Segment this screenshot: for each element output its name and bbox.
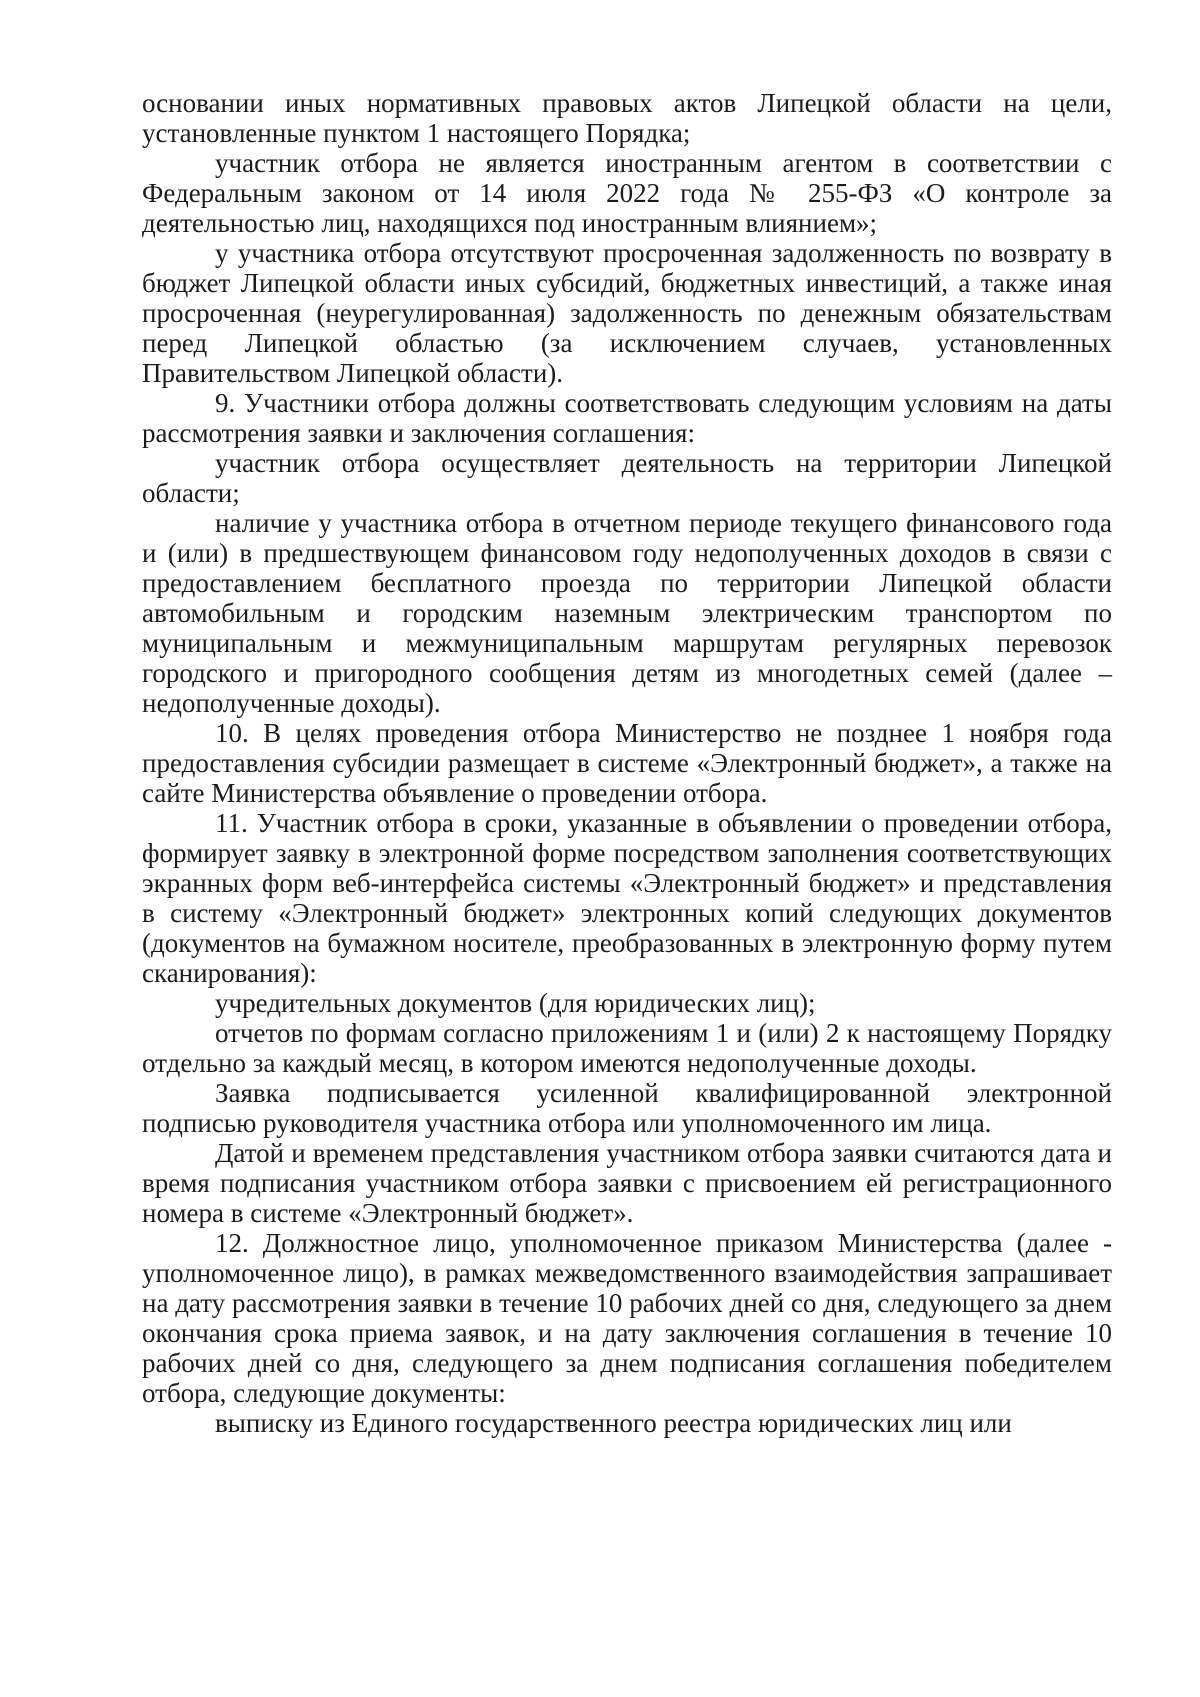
paragraph-section-9: 9. Участники отбора должны соответствовать следующим условиям на даты рассмотрения заявки и заключения соглашения: bbox=[142, 388, 1112, 448]
paragraph-founding-documents: учредительных документов (для юридических лиц); bbox=[215, 988, 816, 1018]
paragraph-submission-date: Датой и временем представления участником отбора заявки считаются дата и время подписания участником отбора заявки с присвоением ей регистрационного номера в системе «Электронный бюджет». bbox=[142, 1138, 1112, 1228]
paragraph-territory: участник отбора осуществляет деятельность на территории Липецкой области; bbox=[142, 448, 1112, 508]
paragraph-registry-extract: выписку из Единого государственного реестра юридических лиц или bbox=[215, 1408, 1012, 1438]
paragraph-section-12: 12. Должностное лицо, уполномоченное приказом Министерства (далее - уполномоченное лицо), в рамках межведомственного взаимодействия запрашивает на дату рассмотрения заявки в течение 10 рабочих дней со дня, следующего за днем окончания срока приема заявок, и на дату заключения соглашения в течение 10 рабочих дней со дня, следующего за днем подписания соглашения победителем отбора, следующие документы: bbox=[142, 1228, 1112, 1408]
paragraph-no-debt: у участника отбора отсутствуют просроченная задолженность по возврату в бюджет Липецкой области иных субсидий, бюджетных инвестиций, а также иная просроченная (неурегулированная) задолженность по денежным обязательствам перед Липецкой областью (за исключением случаев, установленных Правительством Липецкой области). bbox=[142, 238, 1112, 388]
paragraph-signature: Заявка подписывается усиленной квалифицированной электронной подписью руководителя участника отбора или уполномоченного им лица. bbox=[142, 1078, 1112, 1138]
paragraph-lost-income: наличие у участника отбора в отчетном периоде текущего финансового года и (или) в предшествующем финансовом году недополученных доходов в связи с предоставлением бесплатного проезда по территории Липецкой области автомобильным и городским наземным электрическим транспортом по муниципальным и межмуниципальным маршрутам регулярных перевозок городского и пригородного сообщения детям из многодетных семей (далее – недополученные доходы). bbox=[142, 508, 1112, 718]
paragraph-section-10: 10. В целях проведения отбора Министерство не позднее 1 ноября года предоставления субсидии размещает в системе «Электронный бюджет», а также на сайте Министерства объявление о проведении отбора. bbox=[142, 718, 1112, 808]
paragraph-section-11: 11. Участник отбора в сроки, указанные в объявлении о проведении отбора, формирует заявку в электронной форме посредством заполнения соответствующих экранных форм веб-интерфейса системы «Электронный бюджет» и представления в систему «Электронный бюджет» электронных копий следующих документов (документов на бумажном носителе, преобразованных в электронную форму путем сканирования): bbox=[142, 808, 1112, 988]
paragraph-foreign-agent: участник отбора не является иностранным агентом в соответствии с Федеральным законом от 14 июля 2022 года № 255-ФЗ «О контроле за деятельностью лиц, находящихся под иностранным влиянием»; bbox=[142, 148, 1112, 238]
document-page bbox=[142, 88, 1112, 1438]
paragraph-continuation: основании иных нормативных правовых актов Липецкой области на цели, установленные пунктом 1 настоящего Порядка; bbox=[142, 88, 1112, 148]
paragraph-reports: отчетов по формам согласно приложениям 1 и (или) 2 к настоящему Порядку отдельно за каждый месяц, в котором имеются недополученные доходы. bbox=[142, 1018, 1112, 1078]
